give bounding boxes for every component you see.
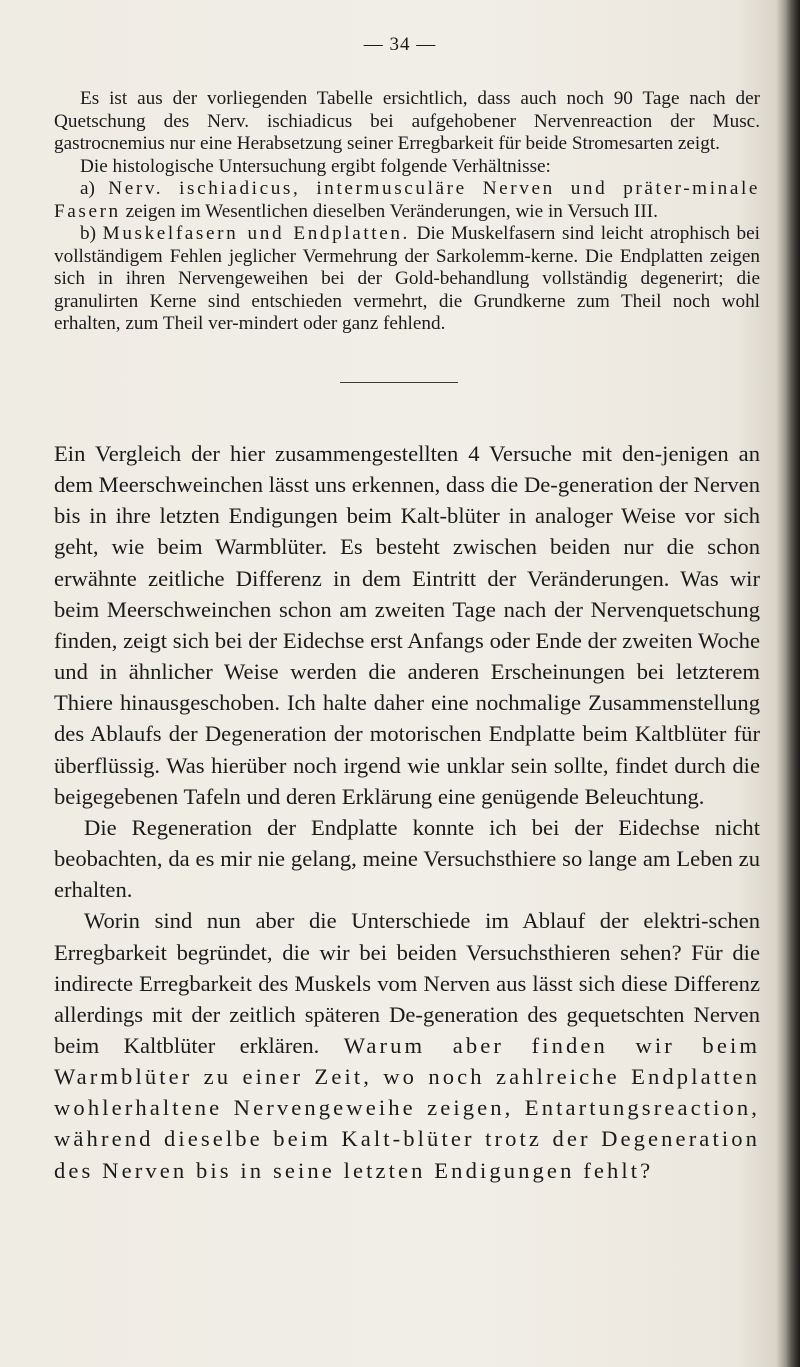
paragraph-histology-intro: Die histologische Untersuchung ergibt folgende Verhältnisse:: [80, 155, 551, 177]
paragraph-table-summary: Es ist aus der vorliegenden Tabelle ersichtlich, dass auch noch 90 Tage nach der Quetschung des Nerv. ischiadicus bei aufgehobener Nervenreaction der Musc. gastrocnemius nur eine Herabsetzung seiner Erregbarkeit für beide Stromesarten zeigt.: [54, 88, 760, 154]
excitability-text: Worin sind nun aber die Unterschiede im Ablauf der elektri-schen Erregbarkeit begründet, die wir bei beiden Versuchsthieren sehen? Für die indirecte Erregbarkeit des Muskels vom Nerven aus lässt sich diese Differenz allerdings mit der zeitlich späteren De-generation des gequetschten Nerven beim Kaltblüter erklären.: [54, 908, 760, 1058]
spaced-question: Warum aber finden wir beim Warmblüter zu einer Zeit, wo noch zahlreiche Endplatten wohlerhaltene Nervengeweihe zeigen, Entartungsreaction, während dieselbe beim Kalt-blüter trotz der Degeneration des Nerven bis in seine letzten Endigungen fehlt?: [54, 1032, 761, 1183]
muscle-findings-text: Die Muskelfasern sind leicht atrophisch bei vollständigem Fehlen jeglicher Vermehrung der Sarkolemm-kerne. Die Endplatten zeigen sich in ihren Nervengeweihen bei der Gold-behandlung vollständig degenerirt; die granulirten Kerne sind entschieden vermehrt, die Grundkerne zum Theil noch wohl erhalten, zum Theil ver-mindert oder ganz fehlend.: [54, 223, 761, 334]
section-divider: [340, 382, 458, 383]
list-label-b: b): [80, 223, 103, 244]
paragraph-excitability-question: [54, 905, 760, 1185]
main-text-section: [54, 438, 760, 1186]
page-edge-shadow: [786, 0, 800, 1367]
small-print-section: [54, 88, 760, 336]
nerve-findings-text: zeigen im Wesentlichen dieselben Veränderungen, wie in Versuch III.: [120, 200, 658, 222]
spaced-heading-muscle: Muskelfasern und Endplatten.: [102, 223, 410, 244]
page-number: — 34 —: [363, 34, 437, 55]
spaced-heading-nerves: Nerv. ischiadicus, intermusculäre Nerven und präter-minale Fasern: [54, 178, 760, 222]
paragraph-nerve-findings: [54, 178, 760, 223]
paragraph-muscle-findings: [54, 223, 760, 336]
list-label-a: a): [80, 178, 109, 199]
paragraph-comparison: Ein Vergleich der hier zusammengestellten 4 Versuche mit den-jenigen an dem Meerschweinchen lässt uns erkennen, dass die De-generation der Nerven bis in ihre letzten Endigungen beim Kalt-blüter in analoger Weise vor sich geht, wie beim Warmblüter. Es besteht zwischen beiden nur die schon erwähnte zeitliche Differenz in dem Eintritt der Veränderungen. Was wir beim Meerschweinchen schon am zweiten Tage nach der Nervenquetschung finden, zeigt sich bei der Eidechse erst Anfangs oder Ende der zweiten Woche und in ähnlicher Weise werden die anderen Erscheinungen bei letzterem Thiere hinausgeschoben. Ich halte daher eine nochmalige Zusammenstellung des Ablaufs der Degeneration der motorischen Endplatte beim Kaltblüter für überflüssig. Was hierüber noch irgend wie unklar sein sollte, findet durch die beigegebenen Tafeln und deren Erklärung eine genügende Beleuchtung.: [54, 441, 760, 809]
paragraph-regeneration: Die Regeneration der Endplatte konnte ich bei der Eidechse nicht beobachten, da es mir nie gelang, meine Versuchsthiere so lange am Leben zu erhalten.: [54, 814, 760, 903]
